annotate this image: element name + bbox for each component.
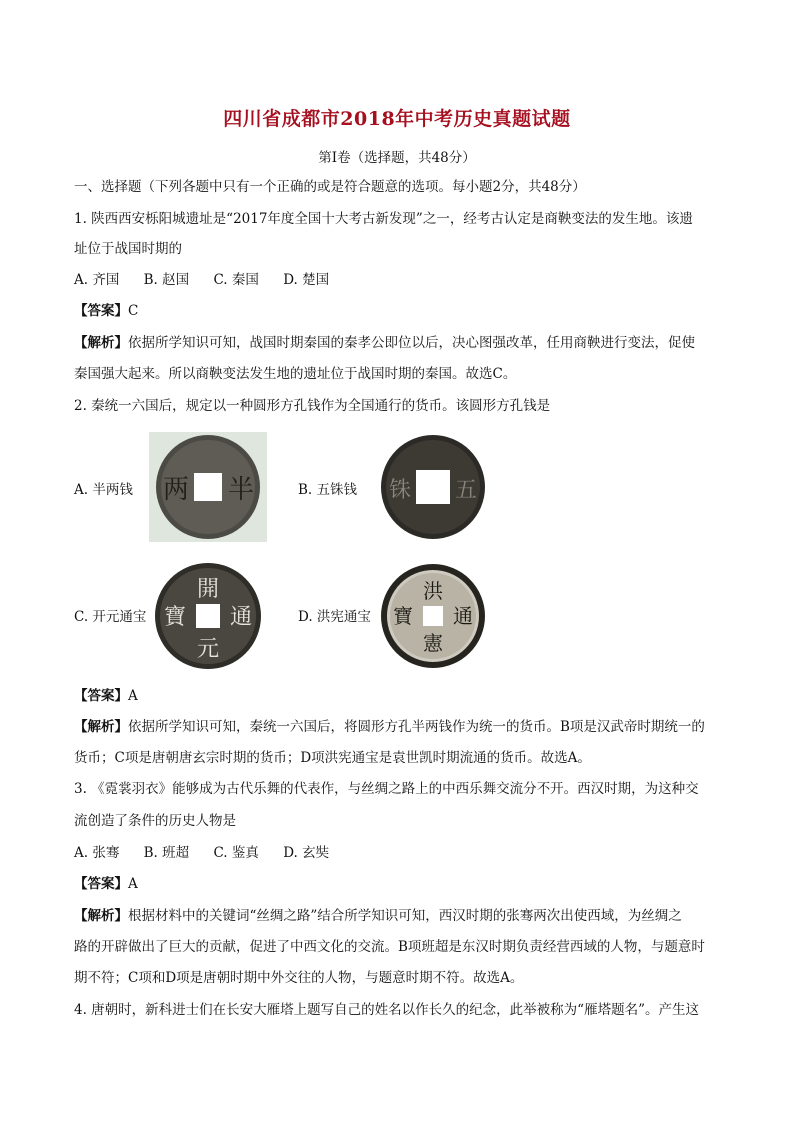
q2-answer bbox=[74, 686, 734, 706]
kaiyuan-coin-image bbox=[149, 560, 267, 672]
q2-option-b-label: B. 五铢钱 bbox=[298, 482, 358, 498]
section-heading: 一、选择题（下列各题中只有一个正确的或是符合题意的选项。每小题2分，共48分） bbox=[74, 179, 586, 195]
q1-analysis-line2: 秦国强大起来。所以商鞅变法发生地的遗址位于战国时期的秦国。故选C。 bbox=[74, 366, 517, 382]
q2-option-c-label: C. 开元通宝 bbox=[74, 609, 147, 625]
q2-analysis-line2: 货币；C项是唐朝唐玄宗时期的货币；D项洪宪通宝是袁世凯时期流通的货币。故选A。 bbox=[74, 750, 591, 766]
banliang-coin-image bbox=[149, 432, 267, 542]
q1-option-c: C. 秦国 bbox=[213, 272, 259, 288]
q3-stem-line1: 3. 《霓裳羽衣》能够成为古代乐舞的代表作，与丝绸之路上的中西乐舞交流分不开。西汉时期，为这种交 bbox=[74, 781, 699, 797]
q2-option-d-label: D. 洪宪通宝 bbox=[298, 609, 371, 625]
q2-answer-value: A bbox=[128, 688, 138, 704]
q3-option-d: D. 玄奘 bbox=[283, 845, 330, 861]
q3-option-c: C. 鉴真 bbox=[213, 845, 259, 861]
coin-d-char-top: 洪 bbox=[423, 579, 443, 603]
q3-answer bbox=[74, 874, 734, 894]
q1-analysis-tag: 【解析】 bbox=[74, 335, 128, 351]
hongxian-coin-image bbox=[374, 560, 492, 672]
coin-c-char-top: 開 bbox=[196, 577, 220, 602]
q3-options bbox=[74, 843, 734, 863]
q1-option-d: D. 楚国 bbox=[283, 272, 330, 288]
q3-stem-line2: 流创造了条件的历史人物是 bbox=[74, 813, 236, 829]
q1-options bbox=[74, 270, 734, 290]
page-subtitle: 第I卷（选择题，共48分） bbox=[318, 150, 476, 166]
q2-analysis-tag: 【解析】 bbox=[74, 719, 128, 735]
coin-c-char-right: 通 bbox=[229, 605, 253, 630]
q1-answer bbox=[74, 301, 734, 321]
q1-analysis-line1 bbox=[74, 333, 734, 353]
q1-option-b: B. 赵国 bbox=[143, 272, 190, 288]
q1-answer-tag: 【答案】 bbox=[74, 303, 128, 319]
q2-option-a-label: A. 半两钱 bbox=[74, 482, 133, 498]
q3-analysis-tag: 【解析】 bbox=[74, 908, 128, 924]
q1-answer-value: C bbox=[128, 303, 139, 319]
coin-d-char-bottom: 憲 bbox=[423, 631, 443, 655]
q1-option-a: A. 齐国 bbox=[74, 272, 120, 288]
q3-option-a: A. 张骞 bbox=[74, 845, 120, 861]
q2-analysis-text1: 依据所学知识可知，秦统一六国后，将圆形方孔半两钱作为统一的货币。B项是汉武帝时期统一的 bbox=[128, 719, 705, 735]
q3-analysis-text1: 根据材料中的关键词“丝绸之路”结合所学知识可知，西汉时期的张骞两次出使西域，为丝绸之 bbox=[128, 908, 682, 924]
coin-c-char-left: 寶 bbox=[163, 605, 187, 630]
q3-answer-value: A bbox=[128, 876, 138, 892]
q1-stem-line2: 址位于战国时期的 bbox=[74, 241, 182, 257]
coin-b-char-right: 五 bbox=[454, 478, 478, 503]
wuzhu-coin-image bbox=[374, 432, 492, 542]
q3-option-b: B. 班超 bbox=[143, 845, 190, 861]
coin-c-char-bottom: 元 bbox=[196, 637, 220, 662]
q2-answer-tag: 【答案】 bbox=[74, 688, 128, 704]
q3-analysis-line3: 期不符；C项和D项是唐朝时期中外交往的人物，与题意时期不符。故选A。 bbox=[74, 970, 524, 986]
q4-stem-line1: 4. 唐朝时，新科进士们在长安大雁塔上题写自己的姓名以作长久的纪念，此举被称为“雁塔题名”。产生这 bbox=[74, 1002, 699, 1018]
coin-b-char-left: 铢 bbox=[388, 478, 412, 503]
q1-analysis-text1: 依据所学知识可知，战国时期秦国的秦孝公即位以后，决心图强改革，任用商鞅进行变法，促使 bbox=[128, 335, 695, 351]
page-title: 四川省成都市2018年中考历史真题试题 bbox=[223, 108, 571, 130]
q3-analysis-line2: 路的开辟做出了巨大的贡献，促进了中西文化的交流。B项班超是东汉时期负责经营西域的人物，与题意时 bbox=[74, 939, 705, 955]
coin-a-char-left: 两 bbox=[162, 475, 190, 505]
q3-analysis-line1 bbox=[74, 906, 734, 926]
coin-a-char-right: 半 bbox=[227, 475, 255, 505]
coin-d-char-left: 寶 bbox=[393, 604, 413, 628]
q2-analysis-line1 bbox=[74, 717, 734, 737]
q3-answer-tag: 【答案】 bbox=[74, 876, 128, 892]
q2-stem: 2. 秦统一六国后，规定以一种圆形方孔钱作为全国通行的货币。该圆形方孔钱是 bbox=[74, 398, 551, 414]
q1-stem-line1: 1. 陕西西安栎阳城遗址是“2017年度全国十大考古新发现”之一，经考古认定是商鞅变法的发生地。该遗 bbox=[74, 211, 693, 227]
coin-d-char-right: 通 bbox=[453, 604, 473, 628]
